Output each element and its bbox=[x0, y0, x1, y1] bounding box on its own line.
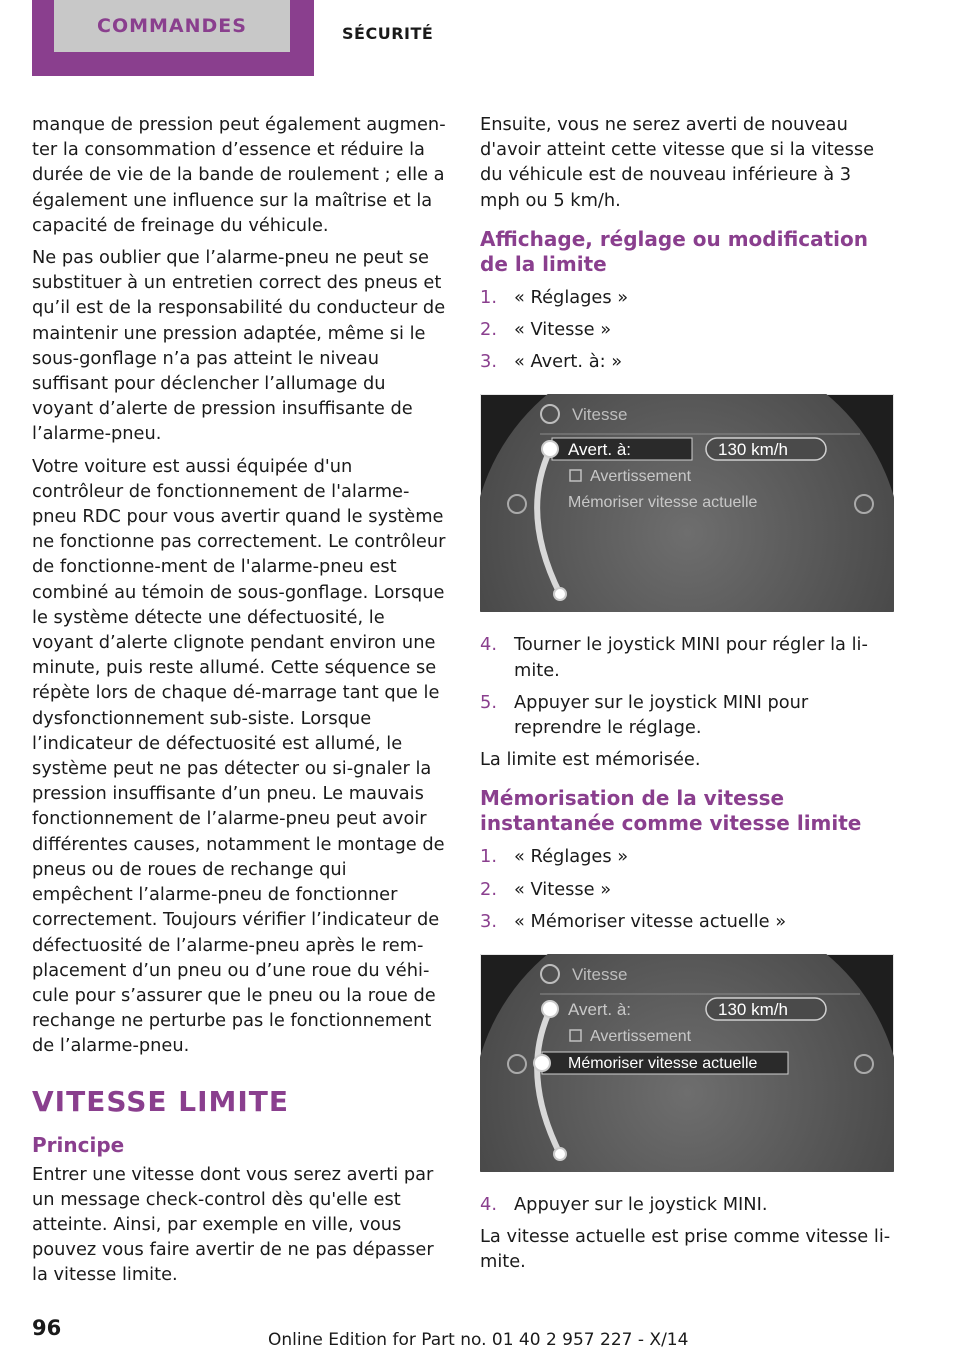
step-number: 2. bbox=[480, 319, 497, 341]
step-number: 1. bbox=[480, 846, 497, 868]
menu-title: Vitesse bbox=[572, 965, 628, 985]
display-screenshot-1 bbox=[480, 394, 894, 612]
step-number: 3. bbox=[480, 910, 497, 932]
list-item bbox=[480, 317, 896, 342]
list-item bbox=[480, 877, 896, 902]
step-text: « Réglages » bbox=[514, 286, 629, 308]
list-item bbox=[480, 690, 896, 740]
subsection-title: Mémorisation de la vitesse instantanée comme vitesse limite bbox=[480, 786, 862, 836]
paragraph: Ensuite, vous ne serez averti de nouveau d'avoir atteint cette vitesse que si la vitesse du véhicule est de nouveau inférieure à 3 mph ou 5 km/h. bbox=[480, 114, 875, 211]
tab-commandes[interactable] bbox=[32, 0, 314, 76]
value-text: 130 km/h bbox=[718, 1000, 788, 1020]
option-avertissement: Avertissement bbox=[590, 468, 692, 486]
paragraph: manque de pression peut également augmen‐ter la consommation d’essence et réduire la durée de vie de la bande de roulement ; elle a également une influence sur la maîtrise et la capacité de freinage du véhicule. bbox=[32, 114, 446, 236]
paragraph: Votre voiture est aussi équipée d'un contrôleur de fonctionnement de l'alarme-pneu RDC pour vous avertir quand le système ne fonctionne pas correctement. Le contrôleur de fonctionne‐ment de l'alarme-pneu est combiné au témoin de sous-gonflage. Lorsque le système détecte une défectuosité, le voyant d’alerte clignote pendant environ une minute, puis reste allumé. Cette séquence se répète lors de chaque dé‐marrage tant que le dysfonctionnement sub‐siste. Lorsque l’indicateur de défectuosité est allumé, le système peut ne pas détecter ou si‐gnaler la pression insuffisante d’un pneu. Le mauvais fonctionnement de l’alarme-pneu peut avoir différentes causes, notamment le montage de pneus ou de roues de rechange qui empêchent l’alarme-pneu de fonctionner correctement. Toujours vérifier l’indicateur de défectuosité de l’alarme-pneu après le rem‐placement d’un pneu ou d’une roue du véhi‐cule pour s’assurer que le pneu ou la roue de rechange ne perturbe pas le fonctionnement de l’alarme-pneu. bbox=[32, 455, 446, 1057]
list-item bbox=[480, 1192, 896, 1217]
list-item bbox=[480, 349, 896, 374]
steps-list bbox=[480, 844, 896, 934]
step-text: « Vitesse » bbox=[514, 319, 612, 341]
section-title: VITESSE LIMITE bbox=[32, 1084, 290, 1118]
value-text: 130 km/h bbox=[718, 440, 788, 460]
page-number: 96 bbox=[32, 1316, 62, 1340]
step-number: 2. bbox=[480, 878, 497, 900]
list-item bbox=[480, 844, 896, 869]
tab-commandes-label: COMMANDES bbox=[54, 0, 290, 52]
option-avertissement: Avertissement bbox=[590, 1028, 692, 1046]
step-text: « Mémoriser vitesse actuelle » bbox=[514, 910, 787, 932]
list-item bbox=[480, 632, 896, 682]
step-number: 5. bbox=[480, 691, 497, 713]
display-screenshot-2 bbox=[480, 954, 894, 1172]
step-text: « Vitesse » bbox=[514, 878, 612, 900]
option-memoriser: Mémoriser vitesse actuelle bbox=[568, 494, 758, 512]
list-item bbox=[480, 909, 896, 934]
step-text: Appuyer sur le joystick MINI pour reprendre le réglage. bbox=[514, 691, 809, 739]
avert-label: Avert. à: bbox=[568, 1000, 631, 1020]
step-number: 4. bbox=[480, 1194, 497, 1216]
subsection-title: Affichage, réglage ou modification de la limite bbox=[480, 226, 869, 276]
subsection-title: Principe bbox=[32, 1132, 125, 1157]
right-column bbox=[480, 112, 896, 1282]
paragraph: La vitesse actuelle est prise comme vitesse li‐mite. bbox=[480, 1226, 891, 1273]
menu-title: Vitesse bbox=[572, 405, 628, 425]
step-text: « Réglages » bbox=[514, 846, 629, 868]
tab-securite[interactable]: SÉCURITÉ bbox=[342, 24, 434, 43]
step-number: 3. bbox=[480, 351, 497, 373]
steps-list bbox=[480, 632, 896, 740]
paragraph: Ne pas oublier que l’alarme-pneu ne peut se substituer à un entretien correct des pneus et qu’il est de la responsabilité du conducteur de maintenir une pression adaptée, même si le sous-gonflage n’a pas atteint le niveau suffisant pour déclencher l’allumage du voyant d’alerte de pression insuffisante de l’alarme-pneu. bbox=[32, 247, 446, 445]
left-column bbox=[32, 112, 448, 1295]
list-item bbox=[480, 285, 896, 310]
step-number: 1. bbox=[480, 286, 497, 308]
paragraph: La limite est mémorisée. bbox=[480, 749, 701, 771]
step-text: Appuyer sur le joystick MINI. bbox=[514, 1194, 768, 1216]
steps-list bbox=[480, 285, 896, 375]
edition-note: Online Edition for Part no. 01 40 2 957 227 - X/14 bbox=[268, 1330, 689, 1350]
step-text: « Avert. à: » bbox=[514, 351, 623, 373]
option-memoriser: Mémoriser vitesse actuelle bbox=[568, 1055, 758, 1073]
page-header bbox=[0, 0, 960, 80]
paragraph: Entrer une vitesse dont vous serez averti par un message check-control dès qu'elle est atteinte. Ainsi, par exemple en ville, vous pouvez vous faire avertir de ne pas dépasser la vitesse limite. bbox=[32, 1163, 434, 1286]
steps-list bbox=[480, 1192, 896, 1217]
step-text: Tourner le joystick MINI pour régler la li‐mite. bbox=[514, 634, 868, 681]
avert-label: Avert. à: bbox=[568, 440, 631, 460]
step-number: 4. bbox=[480, 634, 497, 656]
